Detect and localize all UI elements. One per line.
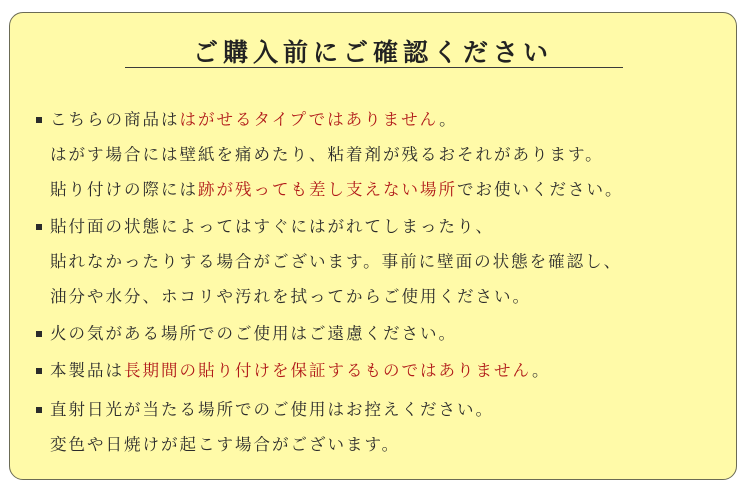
notice-line [36,436,726,471]
notice-text: 貼り付けの際には [50,180,198,199]
notice-text: 直射日光が当たる場所でのご使用はお控えください。 [50,400,494,419]
notice-item [36,401,726,471]
notice-panel [9,12,737,480]
notice-text: こちらの商品は [50,110,180,129]
notice-text: 。 [439,110,458,129]
notice-item [36,218,726,323]
notice-line [36,401,726,436]
notice-item [36,111,726,216]
notice-item [36,325,726,360]
notice-text: 火の気がある場所でのご使用はご遠慮ください。 [50,324,457,343]
notice-line [36,111,726,146]
notice-text: 本製品は [50,361,124,380]
emphasis-text: はがせるタイプではありません [179,110,440,129]
notice-text: 変色や日焼けが起こす場合がございます。 [50,435,401,454]
emphasis-text: 長期間の貼り付けを保証するものではありません [124,361,532,380]
notice-line [36,181,726,216]
notice-text: 貼付面の状態によってはすぐにはがれてしまったり、 [50,217,494,236]
notice-line [36,325,726,360]
bullet-marker [36,368,42,374]
notice-text: 貼れなかったりする場合がございます。事前に壁面の状態を確認し、 [50,252,623,271]
bullet-marker [36,331,42,337]
bullet-marker [36,117,42,123]
notice-line [36,146,726,181]
notice-line [36,362,726,397]
notice-text: 。 [532,361,551,380]
page-title: ご購入前にご確認ください [192,38,553,67]
notice-text: でお使いください。 [457,180,624,199]
title-underline [125,67,623,68]
bullet-marker [36,224,42,230]
notice-text: はがす場合には壁紙を痛めたり、粘着剤が残るおそれがあります。 [50,145,604,164]
notice-text: 油分や水分、ホコリや汚れを拭ってからご使用ください。 [50,287,531,306]
bullet-marker [36,407,42,413]
notice-line [36,218,726,253]
notice-line [36,288,726,323]
notice-item [36,362,726,397]
notice-line [36,253,726,288]
emphasis-text: 跡が残っても差し支えない場所 [198,180,457,199]
